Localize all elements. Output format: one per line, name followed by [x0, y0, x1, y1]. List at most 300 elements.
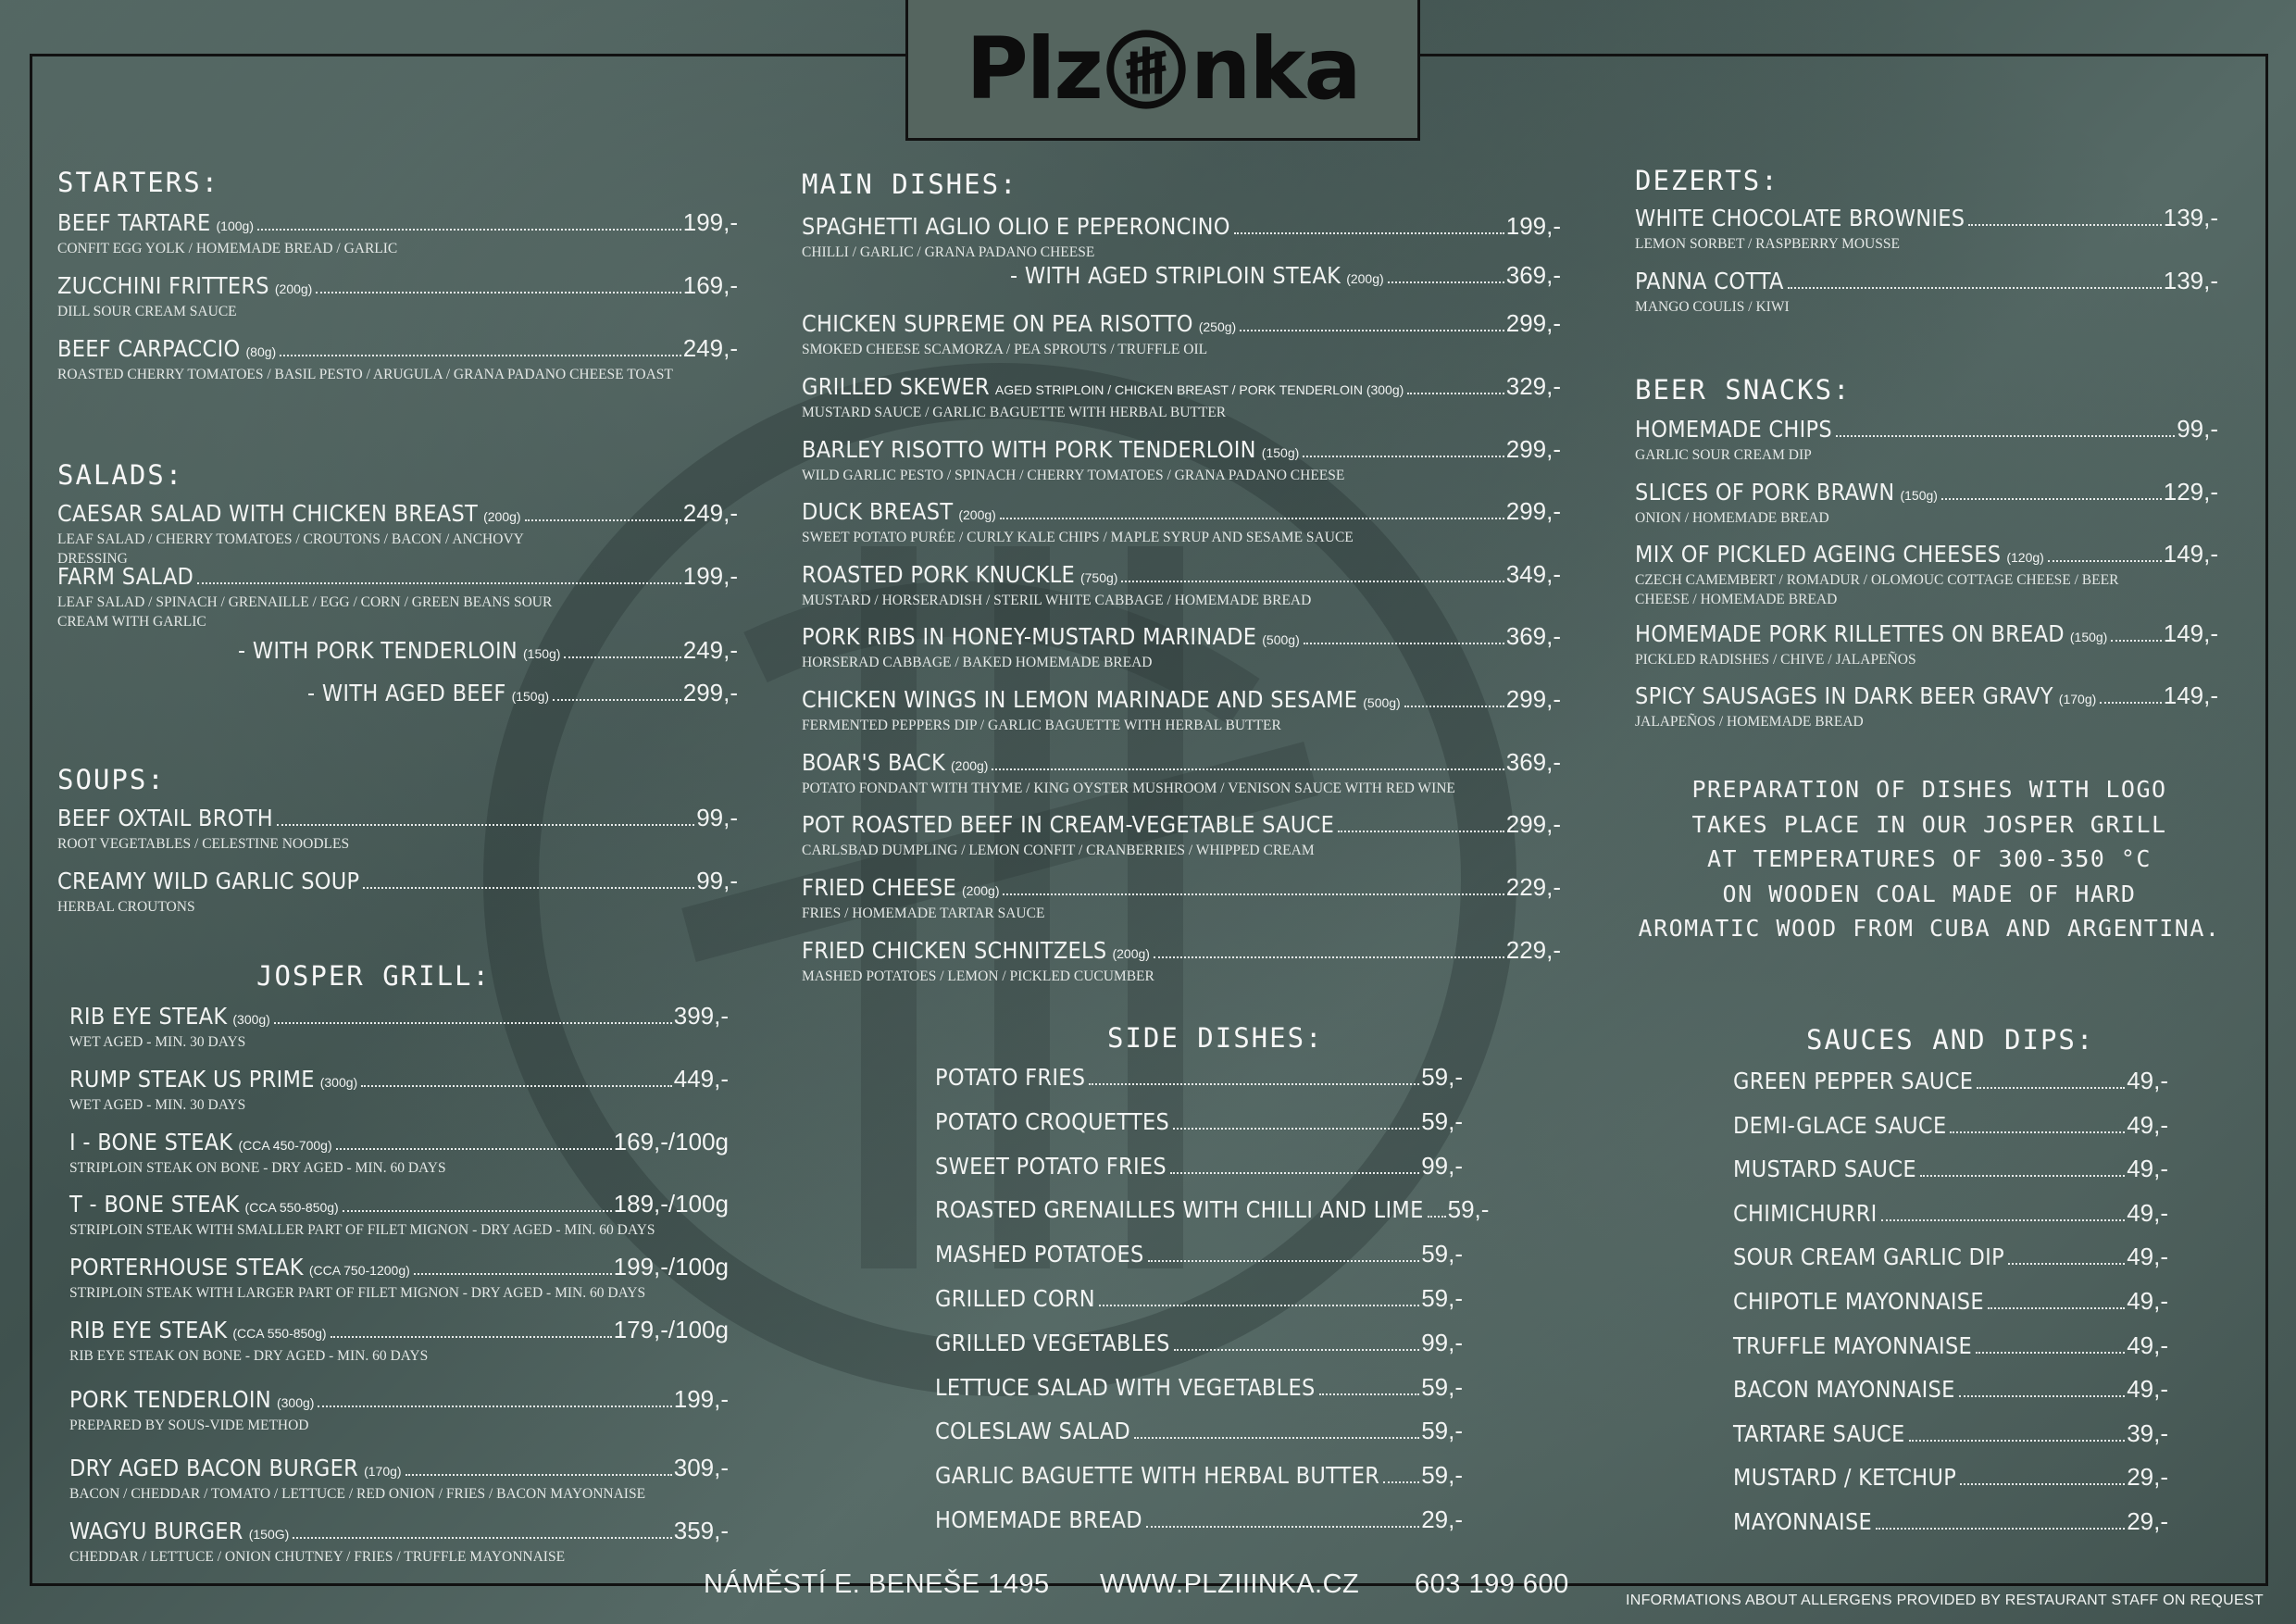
side-dish-item	[935, 1461, 1463, 1490]
brand-name-start: Plz	[966, 19, 1102, 119]
menu-item-price: 189,-/100g	[613, 1190, 729, 1218]
menu-item-name: ROASTED PORK KNUCKLE	[802, 561, 1075, 588]
menu-item-price: 249,-	[682, 499, 738, 527]
menu-item-weight: (200g)	[1346, 271, 1384, 286]
menu-item-price: 139,-	[2163, 267, 2218, 294]
menu-item-weight: (750g)	[1079, 570, 1118, 585]
menu-item-description: LEAF SALAD / CHERRY TOMATOES / CROUTONS / BACON / ANCHOVY DRESSING	[57, 531, 524, 567]
menu-item-weight: (120g)	[2006, 550, 2044, 565]
menu-item-line	[1733, 1463, 2168, 1492]
dotted-leader	[1941, 498, 2162, 500]
menu-item-line	[1733, 1243, 2168, 1271]
menu-item	[57, 271, 738, 321]
dotted-leader	[274, 1022, 672, 1024]
menu-item-name: MIX OF PICKLED AGEING CHEESES	[1635, 541, 2002, 568]
dotted-leader	[1338, 831, 1504, 832]
menu-item-name: SLICES OF PORK BRAWN	[1635, 479, 1895, 506]
menu-item-weight: (200g)	[274, 281, 313, 296]
menu-item	[57, 499, 738, 568]
menu-item-name: GRILLED SKEWER	[802, 373, 990, 400]
dotted-leader	[564, 656, 680, 658]
dotted-leader	[293, 1537, 671, 1539]
menu-item-price: 299,-	[1505, 309, 1561, 337]
menu-item-price: 229,-	[1505, 936, 1561, 964]
menu-item-line	[935, 1329, 1463, 1357]
menu-item	[1635, 204, 2218, 254]
dotted-leader	[257, 229, 681, 231]
menu-item-name: TARTARE SAUCE	[1733, 1420, 1905, 1447]
main-dishes-title: MAIN DISHES:	[802, 169, 1018, 200]
menu-item-weight: (500g)	[1262, 632, 1300, 647]
menu-item-price: 309,-	[673, 1454, 729, 1481]
menu-item-name: CREAMY WILD GARLIC SOUP	[57, 868, 360, 894]
dotted-leader	[1988, 1307, 2125, 1309]
menu-item-line	[935, 1505, 1463, 1534]
dotted-leader	[1240, 330, 1504, 331]
menu-item-description: BACON / CHEDDAR / TOMATO / LETTUCE / RED ONION / FRIES / BACON MAYONNAISE	[69, 1486, 646, 1502]
menu-item-name: T - BONE STEAK	[69, 1191, 240, 1218]
menu-item-name: CHICKEN SUPREME ON PEA RISOTTO	[802, 310, 1193, 337]
menu-item	[802, 435, 1561, 485]
menu-item-line	[935, 1152, 1463, 1181]
sauce-item	[1733, 1287, 2168, 1316]
side-dish-item	[935, 1107, 1463, 1136]
menu-item-line	[1635, 681, 2218, 710]
menu-item-description: LEMON SORBET / RASPBERRY MOUSSE	[1635, 236, 1900, 252]
menu-item-name: LETTUCE SALAD WITH VEGETABLES	[935, 1374, 1316, 1401]
footer-website[interactable]: WWW.PLZIIINKA.CZ	[1100, 1569, 1360, 1599]
menu-item-line	[935, 1107, 1463, 1136]
menu-item-name: MUSTARD SAUCE	[1733, 1156, 1916, 1182]
dotted-leader	[525, 519, 681, 521]
menu-item	[57, 804, 738, 854]
menu-item-name: SWEET POTATO FRIES	[935, 1153, 1167, 1180]
menu-item-description: FERMENTED PEPPERS DIP / GARLIC BAGUETTE WITH HERBAL BUTTER	[802, 718, 1281, 733]
dotted-leader	[2111, 640, 2161, 642]
menu-item-line	[1733, 1199, 2168, 1228]
menu-item-line	[69, 1128, 729, 1156]
menu-item-weight: (CCA 550-850g)	[232, 1326, 327, 1341]
dotted-leader	[1977, 1087, 2125, 1089]
dotted-leader	[1836, 435, 2175, 437]
menu-item-name: CHICKEN WINGS IN LEMON MARINADE AND SESAME	[802, 686, 1358, 713]
menu-item-price: 199,-	[682, 208, 738, 236]
menu-item-price: 99,-	[696, 804, 738, 831]
dotted-leader	[1950, 1131, 2125, 1133]
dotted-leader	[318, 1405, 671, 1407]
menu-item-name: PORK RIBS IN HONEY-MUSTARD MARINADE	[802, 623, 1257, 650]
menu-item-description: DILL SOUR CREAM SAUCE	[57, 304, 237, 319]
menu-item-name: BOAR'S BACK	[802, 749, 945, 776]
menu-item-description: ONION / HOMEMADE BREAD	[1635, 510, 1829, 526]
sauce-item	[1733, 1243, 2168, 1271]
menu-item	[802, 873, 1561, 923]
menu-item-line	[69, 1454, 729, 1482]
footer-address: NÁMĚSTÍ E. BENEŠE 1495	[704, 1569, 1050, 1599]
menu-item-line	[1733, 1331, 2168, 1360]
menu-item-line	[935, 1417, 1463, 1445]
menu-item-name: POT ROASTED BEEF IN CREAM-VEGETABLE SAUCE	[802, 811, 1335, 838]
menu-item-price: 99,-	[1421, 1329, 1463, 1356]
menu-item-price: 139,-	[2163, 204, 2218, 231]
menu-item-price: 369,-	[1505, 261, 1561, 289]
grill-note-line: PREPARATION OF DISHES WITH LOGO	[1691, 776, 2167, 803]
menu-item	[69, 1454, 729, 1504]
menu-item-line	[1635, 540, 2218, 568]
menu-item-weight: (200g)	[958, 507, 996, 522]
menu-item	[802, 212, 1561, 262]
menu-item-line	[1733, 1067, 2168, 1095]
right-column	[1635, 165, 2221, 1554]
menu-item-line	[57, 208, 738, 237]
menu-item-name: HOMEMADE BREAD	[935, 1506, 1142, 1533]
starters-title: STARTERS:	[57, 167, 220, 198]
menu-item-price: 299,-	[682, 679, 738, 706]
menu-item-name: SPICY SAUSAGES IN DARK BEER GRAVY	[1635, 682, 2053, 709]
menu-item	[69, 1253, 729, 1303]
menu-item-weight: (200g)	[962, 883, 1000, 898]
sauce-item	[1733, 1067, 2168, 1095]
menu-item	[57, 334, 738, 384]
sauces-title: SAUCES AND DIPS:	[1806, 1024, 2095, 1056]
sauce-item	[1733, 1375, 2168, 1404]
menu-item-price: 49,-	[2127, 1243, 2168, 1270]
menu-item-name: FRIED CHICKEN SCHNITZELS	[802, 937, 1107, 964]
salads-title: SALADS:	[57, 459, 184, 491]
menu-item-weight: (CCA 450-700g)	[238, 1138, 332, 1153]
menu-item-line	[57, 271, 738, 300]
menu-item-price: 169,-	[682, 271, 738, 299]
dotted-leader	[1968, 224, 2161, 226]
menu-item-price: 449,-	[673, 1065, 729, 1093]
menu-item-line	[69, 1316, 729, 1344]
menu-item	[802, 372, 1561, 422]
menu-item-line	[802, 873, 1561, 902]
menu-item-price: 59,-	[1421, 1284, 1463, 1312]
menu-item-weight: (150g)	[523, 646, 561, 661]
menu-item-name: POTATO FRIES	[935, 1064, 1086, 1091]
menu-item-description: FRIES / HOMEMADE TARTAR SAUCE	[802, 906, 1045, 921]
footer-phone[interactable]: 603 199 600	[1415, 1569, 1569, 1599]
menu-item-price: 149,-	[2163, 681, 2218, 709]
menu-item-line	[935, 1240, 1463, 1268]
menu-item-price: 29,-	[2127, 1463, 2168, 1491]
logo-header	[905, 0, 1420, 141]
menu-item-weight: (150G)	[248, 1527, 290, 1542]
dotted-leader	[1881, 1219, 2126, 1221]
menu-item-description: WILD GARLIC PESTO / SPINACH / CHERRY TOMATOES / GRANA PADANO CHEESE	[802, 468, 1345, 483]
menu-item-line	[935, 1195, 1490, 1224]
menu-item-name: DUCK BREAST	[802, 498, 954, 525]
menu-item-price: 59,-	[1447, 1195, 1490, 1223]
menu-item-price: 49,-	[2127, 1375, 2168, 1403]
menu-item-line	[802, 212, 1561, 241]
menu-item-name: I - BONE STEAK	[69, 1129, 233, 1156]
menu-item-description: CZECH CAMEMBERT / ROMADUR / OLOMOUC COTTAGE CHEESE / BEER CHEESE / HOMEMADE BREAD	[1635, 572, 2119, 607]
menu-item-line	[69, 1385, 729, 1414]
menu-item-price: 369,-	[1505, 622, 1561, 650]
menu-item-weight: (150g)	[1900, 488, 1938, 503]
menu-item-line	[1733, 1155, 2168, 1183]
menu-item	[1635, 540, 2218, 609]
menu-item-name: HOMEMADE PORK RILLETTES ON BREAD	[1635, 620, 2065, 647]
menu-item-line	[935, 1063, 1463, 1092]
dotted-leader	[1154, 956, 1504, 958]
menu-item-price: 299,-	[1505, 435, 1561, 463]
menu-item-weight: (200g)	[483, 509, 521, 524]
menu-item-name: BACON MAYONNAISE	[1733, 1376, 1955, 1403]
menu-item-name: ROASTED GRENAILLES WITH CHILLI AND LIME	[935, 1196, 1424, 1223]
menu-item-description: HORSERAD CABBAGE / BAKED HOMEMADE BREAD	[802, 655, 1153, 670]
menu-item-price: 249,-	[682, 636, 738, 664]
side-dish-item	[935, 1195, 1490, 1224]
menu-item-name: BARLEY RISOTTO WITH PORK TENDERLOIN	[802, 436, 1256, 463]
menu-item-name: ZUCCHINI FRITTERS	[57, 272, 269, 299]
menu-item-price: 59,-	[1421, 1240, 1463, 1268]
menu-item	[1635, 619, 2218, 669]
menu-item	[69, 1002, 729, 1052]
menu-item-price: 249,-	[682, 334, 738, 362]
menu-item-description: ROASTED CHERRY TOMATOES / BASIL PESTO / ARUGULA / GRANA PADANO CHEESE TOAST	[57, 367, 673, 382]
menu-item-description: MUSTARD SAUCE / GARLIC BAGUETTE WITH HERBAL BUTTER	[802, 405, 1227, 420]
menu-item-line	[1635, 267, 2218, 295]
menu-item-description: SMOKED CHEESE SCAMORZA / PEA SPROUTS / TRUFFLE OIL	[802, 342, 1208, 357]
menu-item-line	[1635, 478, 2218, 506]
menu-item-description: STRIPLOIN STEAK WITH SMALLER PART OF FILET MIGNON - DRY AGED - MIN. 60 DAYS	[69, 1222, 655, 1238]
menu-item	[1635, 681, 2218, 731]
josper-grill-title: JOSPER GRILL:	[256, 960, 491, 992]
menu-item-description: CHILLI / GARLIC / GRANA PADANO CHEESE	[802, 244, 1095, 260]
side-dishes-title: SIDE DISHES:	[1107, 1022, 1324, 1054]
menu-item-line	[69, 1517, 729, 1545]
menu-item-weight: (250g)	[1198, 319, 1237, 334]
dotted-leader	[1099, 1305, 1419, 1306]
menu-item-line	[69, 1002, 729, 1031]
menu-item-line	[69, 1190, 729, 1218]
menu-item	[802, 560, 1561, 610]
sauce-item	[1733, 1507, 2168, 1536]
dotted-leader	[336, 1148, 612, 1150]
menu-item-price: 29,-	[1421, 1505, 1463, 1533]
menu-item-description: STRIPLOIN STEAK WITH LARGER PART OF FILET MIGNON - DRY AGED - MIN. 60 DAYS	[69, 1285, 646, 1301]
menu-item-weight: (500g)	[1363, 695, 1401, 710]
menu-item-line	[1733, 1507, 2168, 1536]
menu-item-price: 49,-	[2127, 1067, 2168, 1094]
menu-item-name: - WITH AGED STRIPLOIN STEAK	[1010, 262, 1341, 289]
menu-item-name: RIB EYE STEAK	[69, 1003, 228, 1030]
menu-item-line	[1010, 261, 1561, 290]
menu-item-price: 49,-	[2127, 1155, 2168, 1182]
menu-item-price: 329,-	[1505, 372, 1561, 400]
dotted-leader	[1173, 1128, 1419, 1130]
menu-item-name: POTATO CROQUETTES	[935, 1108, 1170, 1135]
menu-item-line	[1733, 1287, 2168, 1316]
menu-item-price: 199,-	[673, 1385, 729, 1413]
menu-item-line	[69, 1065, 729, 1093]
menu-item	[802, 309, 1561, 359]
menu-item-weight: (300g)	[276, 1395, 315, 1410]
menu-item-price: 299,-	[1505, 685, 1561, 713]
dotted-leader	[406, 1474, 672, 1476]
menu-item-name: PORK TENDERLOIN	[69, 1386, 271, 1413]
menu-item-description: HERBAL CROUTONS	[57, 899, 195, 915]
menu-item-price: 99,-	[1421, 1152, 1463, 1180]
menu-item-weight: (200g)	[1112, 946, 1150, 961]
brand-name-end: nka	[1190, 19, 1360, 119]
sauce-item	[1733, 1155, 2168, 1183]
sauce-item	[1733, 1111, 2168, 1140]
menu-item-weight: (170g)	[364, 1464, 402, 1479]
menu-item-name: WHITE CHOCOLATE BROWNIES	[1635, 205, 1965, 231]
menu-item	[802, 497, 1561, 547]
dotted-leader	[1319, 1393, 1420, 1395]
menu-item-name: GRILLED CORN	[935, 1285, 1095, 1312]
menu-item-price: 59,-	[1421, 1063, 1463, 1091]
menu-item-name: RUMP STEAK US PRIME	[69, 1066, 315, 1093]
menu-item-name: WAGYU BURGER	[69, 1518, 243, 1544]
menu-item-price: 59,-	[1421, 1417, 1463, 1444]
dotted-leader	[1148, 1260, 1420, 1262]
menu-item-name: BEEF CARPACCIO	[57, 335, 241, 362]
menu-item	[802, 685, 1561, 735]
menu-item-name: SOUR CREAM GARLIC DIP	[1733, 1243, 2004, 1270]
grill-note-line: TAKES PLACE IN OUR JOSPER GRILL	[1691, 810, 2167, 838]
dotted-leader	[2100, 702, 2161, 704]
menu-item-name: PORTERHOUSE STEAK	[69, 1254, 304, 1280]
menu-item-name: MASHED POTATOES	[935, 1241, 1144, 1268]
dotted-leader	[1407, 393, 1504, 394]
menu-item-line	[57, 804, 738, 832]
menu-item-line	[802, 622, 1561, 651]
menu-item-line	[802, 748, 1561, 777]
menu-item	[802, 936, 1561, 986]
menu-item-weight: (300g)	[319, 1075, 358, 1090]
menu-item-description: CONFIT EGG YOLK / HOMEMADE BREAD / GARLIC	[57, 241, 398, 256]
menu-item-line	[57, 499, 738, 528]
menu-item-price: 179,-/100g	[613, 1316, 729, 1343]
menu-item-price: 349,-	[1505, 560, 1561, 588]
menu-item-description: STRIPLOIN STEAK ON BONE - DRY AGED - MIN. 60 DAYS	[69, 1160, 446, 1176]
menu-item-line	[1733, 1111, 2168, 1140]
menu-item-name: SPAGHETTI AGLIO OLIO E PEPERONCINO	[802, 213, 1230, 240]
dotted-leader	[363, 887, 694, 889]
dotted-leader	[1909, 1440, 2126, 1442]
menu-item	[1635, 415, 2218, 465]
menu-item-price: 169,-/100g	[613, 1128, 729, 1156]
menu-item-description: RIB EYE STEAK ON BONE - DRY AGED - MIN. 60 DAYS	[69, 1348, 429, 1364]
menu-item-price: 399,-	[673, 1002, 729, 1030]
menu-item-line	[935, 1461, 1463, 1490]
dotted-leader	[1383, 1481, 1419, 1483]
menu-item-line	[802, 936, 1561, 965]
dotted-leader	[331, 1336, 612, 1338]
menu-item-description: CARLSBAD DUMPLING / LEMON CONFIT / CRANBERRIES / WHIPPED CREAM	[802, 843, 1315, 858]
menu-item-line	[69, 1253, 729, 1281]
menu-item-description: MANGO COULIS / KIWI	[1635, 299, 1790, 315]
menu-item-name: DRY AGED BACON BURGER	[69, 1455, 359, 1481]
menu-item-price: 49,-	[2127, 1111, 2168, 1139]
menu-item-line	[802, 309, 1561, 338]
menu-item	[1635, 478, 2218, 528]
dotted-leader	[1959, 1395, 2126, 1397]
menu-item-price: 59,-	[1421, 1107, 1463, 1135]
menu-item-name: CAESAR SALAD WITH CHICKEN BREAST	[57, 500, 479, 527]
dotted-leader	[2048, 560, 2162, 562]
menu-item-name: BEEF OXTAIL BROTH	[57, 805, 273, 831]
menu-item	[57, 562, 738, 631]
dotted-leader	[1960, 1483, 2125, 1485]
menu-item-name: GARLIC BAGUETTE WITH HERBAL BUTTER	[935, 1462, 1380, 1489]
menu-item-price: 59,-	[1421, 1373, 1463, 1401]
menu-item-line	[1635, 415, 2218, 443]
menu-item-price: 99,-	[696, 867, 738, 894]
menu-item-name: CHIMICHURRI	[1733, 1200, 1878, 1227]
menu-item-line	[238, 636, 738, 665]
dotted-leader	[1234, 232, 1504, 234]
menu-item-name: - WITH AGED BEEF	[307, 680, 506, 706]
menu-item	[802, 810, 1561, 860]
menu-item-description: GARLIC SOUR CREAM DIP	[1635, 447, 1812, 463]
menu-item	[1010, 261, 1561, 290]
menu-item-description: ROOT VEGETABLES / CELESTINE NOODLES	[57, 836, 350, 852]
menu-item-description: PICKLED RADISHES / CHIVE / JALAPEÑOS	[1635, 652, 1916, 668]
menu-item-line	[1733, 1375, 2168, 1404]
menu-item-price: 149,-	[2163, 540, 2218, 568]
desserts-title: DEZERTS:	[1635, 165, 1779, 196]
menu-item-line	[935, 1284, 1463, 1313]
middle-column	[802, 169, 1561, 1557]
menu-item-price: 199,-/100g	[613, 1253, 729, 1280]
menu-item-line	[935, 1373, 1463, 1402]
menu-item-description: PREPARED BY SOUS-VIDE METHOD	[69, 1418, 309, 1433]
menu-item	[69, 1128, 729, 1178]
dotted-leader	[1121, 581, 1504, 582]
menu-item-price: 129,-	[2163, 478, 2218, 506]
menu-item-price: 49,-	[2127, 1287, 2168, 1315]
dotted-leader	[1428, 1216, 1446, 1218]
menu-item-name: COLESLAW SALAD	[935, 1418, 1131, 1444]
side-dish-item	[935, 1284, 1463, 1313]
menu-item	[238, 636, 738, 665]
menu-item-name: GRILLED VEGETABLES	[935, 1330, 1170, 1356]
menu-item-name: CHIPOTLE MAYONNAISE	[1733, 1288, 1984, 1315]
dotted-leader	[992, 768, 1504, 770]
menu-item-weight: (100g)	[216, 219, 254, 233]
menu-item-price: 149,-	[2163, 619, 2218, 647]
menu-item-line	[307, 679, 738, 707]
grill-note-line: ON WOODEN COAL MADE OF HARD	[1722, 880, 2137, 907]
dotted-leader	[343, 1210, 612, 1212]
grill-note-line: AROMATIC WOOD FROM CUBA AND ARGENTINA.	[1638, 915, 2221, 942]
menu-item	[802, 622, 1561, 672]
menu-item-description: CHEDDAR / LETTUCE / ONION CHUTNEY / FRIES / TRUFFLE MAYONNAISE	[69, 1549, 566, 1565]
menu-item-weight: (CCA 550-850g)	[244, 1200, 339, 1215]
menu-item	[1635, 267, 2218, 317]
josper-grill-note	[1615, 772, 2244, 946]
menu-item-line	[57, 334, 738, 363]
menu-item-line	[1635, 619, 2218, 648]
menu-item-description: WET AGED - MIN. 30 DAYS	[69, 1097, 246, 1113]
dotted-leader	[1003, 893, 1504, 895]
menu-item-price: 199,-	[1505, 212, 1561, 240]
menu-item-name: - WITH PORK TENDERLOIN	[238, 637, 518, 664]
menu-item-name: RIB EYE STEAK	[69, 1317, 228, 1343]
sauce-item	[1733, 1463, 2168, 1492]
menu-item-description: SWEET POTATO PURÉE / CURLY KALE CHIPS / MAPLE SYRUP AND SESAME SAUCE	[802, 530, 1354, 545]
menu-item-weight: AGED STRIPLOIN / CHICKEN BREAST / PORK TENDERLOIN (300g)	[994, 382, 1404, 397]
menu-item-price: 99,-	[2177, 415, 2218, 443]
menu-item-name: PANNA COTTA	[1635, 268, 1784, 294]
